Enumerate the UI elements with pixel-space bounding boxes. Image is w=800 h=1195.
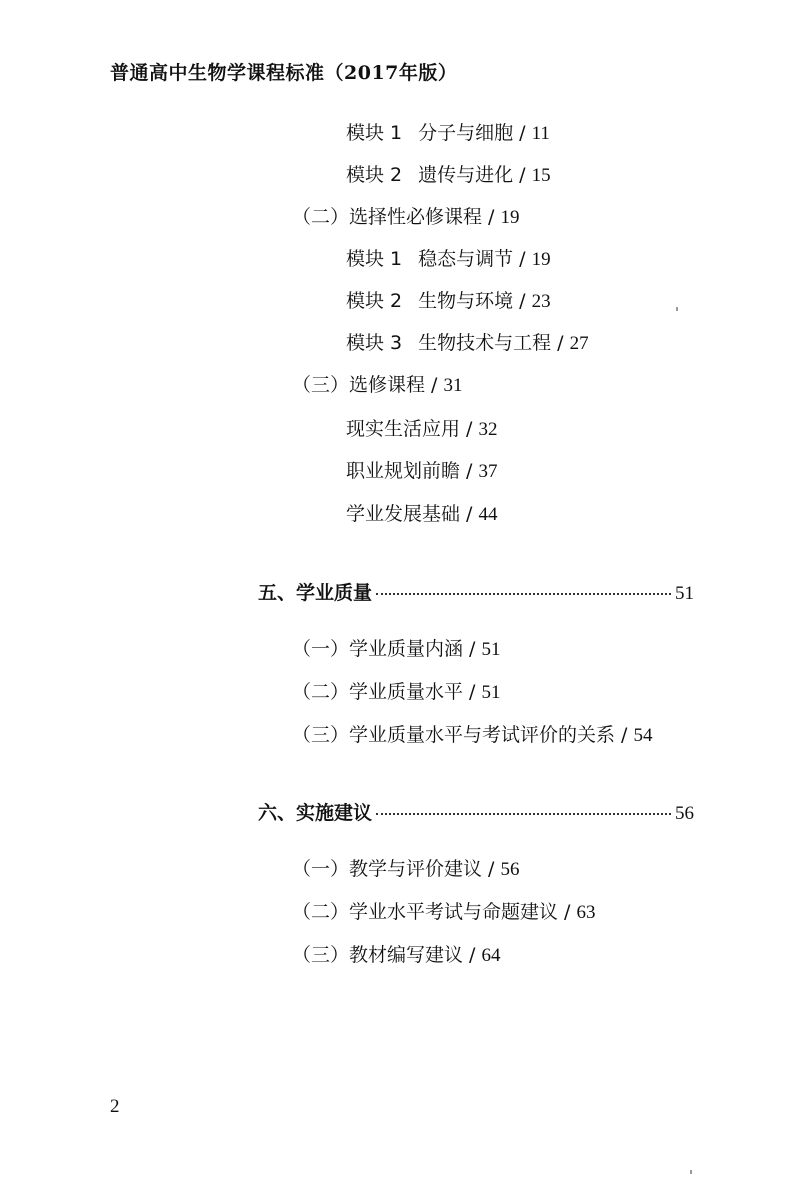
module-label: 模块 2 — [346, 164, 403, 186]
module-label: 模块 2 — [346, 290, 403, 312]
entry-title: 职业规划前瞻 / — [346, 460, 479, 482]
page-ref: 44 — [478, 504, 498, 525]
page-ref: 64 — [481, 945, 501, 966]
section-title: 六、实施建议 — [258, 802, 373, 824]
toc-entry[interactable] — [346, 334, 589, 353]
toc-subsection[interactable] — [292, 640, 500, 659]
page-ref: 32 — [478, 419, 498, 440]
entry-title: 现实生活应用 / — [346, 418, 479, 440]
page-ref: 15 — [531, 165, 551, 186]
toc-entry[interactable] — [346, 505, 497, 524]
dot-leader — [376, 593, 671, 595]
entry-title: （三）学业质量水平与考试评价的关系 / — [292, 724, 634, 746]
running-header: 普通高中生物学课程标准（2017年版） — [110, 62, 458, 84]
entry-title: 分子与细胞 / — [418, 122, 532, 144]
page-ref: 56 — [675, 803, 694, 824]
entry-title: 生物与环境 / — [418, 290, 532, 312]
page-number: 2 — [110, 1096, 120, 1117]
toc-entry[interactable] — [346, 166, 551, 185]
entry-title: （三）教材编写建议 / — [292, 944, 482, 966]
page-ref: 19 — [500, 207, 520, 228]
toc-subsection[interactable] — [292, 208, 519, 227]
dot-leader — [376, 813, 671, 815]
toc-subsection[interactable] — [292, 683, 500, 702]
toc-entry[interactable] — [346, 250, 551, 269]
page-ref: 51 — [481, 682, 501, 703]
toc-entry[interactable] — [346, 462, 497, 481]
module-label: 模块 1 — [346, 248, 403, 270]
toc-subsection[interactable] — [292, 903, 595, 922]
entry-title: 生物技术与工程 / — [418, 332, 570, 354]
entry-title: 学业发展基础 / — [346, 503, 479, 525]
scan-speck — [690, 1170, 692, 1174]
page-ref: 51 — [481, 639, 501, 660]
page-ref: 23 — [531, 291, 551, 312]
page-ref: 27 — [569, 333, 589, 354]
entry-title: （一）教学与评价建议 / — [292, 858, 501, 880]
entry-title: （三）选修课程 / — [292, 374, 444, 396]
toc-entry[interactable] — [346, 292, 551, 311]
page-ref: 56 — [500, 859, 520, 880]
toc-subsection[interactable] — [292, 376, 462, 395]
page-ref: 51 — [675, 583, 694, 604]
module-label: 模块 3 — [346, 332, 403, 354]
page-ref: 54 — [633, 725, 653, 746]
page-ref: 31 — [443, 375, 463, 396]
toc-entry[interactable] — [346, 124, 550, 143]
toc-section-6[interactable] — [258, 804, 694, 823]
scan-speck — [676, 307, 678, 311]
section-title: 五、学业质量 — [258, 582, 373, 604]
page-ref: 11 — [531, 123, 550, 144]
entry-title: （二）学业质量水平 / — [292, 681, 482, 703]
toc-subsection[interactable] — [292, 860, 519, 879]
toc-subsection[interactable] — [292, 726, 652, 745]
entry-title: （二）选择性必修课程 / — [292, 206, 501, 228]
toc-section-5[interactable] — [258, 584, 694, 603]
page-ref: 63 — [576, 902, 596, 923]
entry-title: （二）学业水平考试与命题建议 / — [292, 901, 577, 923]
page-ref: 19 — [531, 249, 551, 270]
toc-subsection[interactable] — [292, 946, 500, 965]
entry-title: 遗传与进化 / — [418, 164, 532, 186]
entry-title: 稳态与调节 / — [418, 248, 532, 270]
page-ref: 37 — [478, 461, 498, 482]
entry-title: （一）学业质量内涵 / — [292, 638, 482, 660]
module-label: 模块 1 — [346, 122, 403, 144]
toc-entry[interactable] — [346, 420, 497, 439]
